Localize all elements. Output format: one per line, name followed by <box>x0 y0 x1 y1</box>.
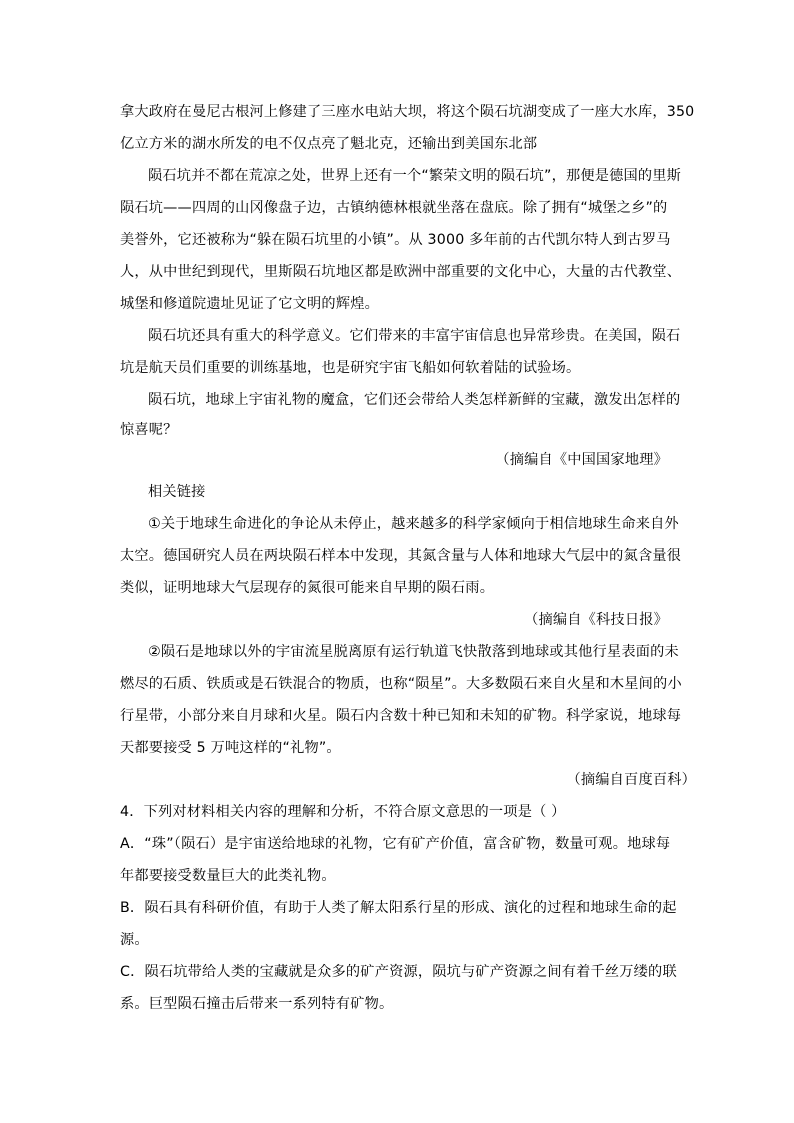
option-c: C．陨石坑带给人类的宝藏就是众多的矿产资源，陨坑与矿产资源之间有着千丝万缕的联 <box>120 964 677 980</box>
text-line: 陨石坑——四周的山冈像盘子边，古镇纳德林根就坐落在盘底。除了拥有“城堡之乡”的 <box>120 200 668 216</box>
text-line: ②陨石是地球以外的宇宙流星脱离原有运行轨道飞快散落到地球或其他行星表面的未 <box>148 644 679 660</box>
text-line: 拿大政府在曼尼古根河上修建了三座水电站大坝，将这个陨石坑湖变成了一座大水库，350 <box>120 104 695 120</box>
text-line: 陨石坑，地球上宇宙礼物的魔盒，它们还会带给人类怎样新鲜的宝藏，激发出怎样的 <box>148 392 681 408</box>
text-line: 燃尽的石质、铁质或是石铁混合的物质，也称“陨星”。大多数陨石来自火星和木星间的小 <box>120 676 682 692</box>
text-line: ①关于地球生命进化的争论从未停止，越来越多的科学家倾向于相信地球生命来自外 <box>148 516 679 532</box>
option-b-continued: 源。 <box>120 932 149 948</box>
text-line: 城堡和修道院遗址见证了它文明的辉煌。 <box>120 296 379 312</box>
text-line: 天都要接受 5 万吨这样的“礼物”。 <box>120 740 341 756</box>
source-citation: （摘编自《科技日报》 <box>524 612 668 628</box>
text-line: 太空。德国研究人员在两块陨石样本中发现，其氮含量与人体和地球大气层中的氮含量很 <box>120 548 682 564</box>
option-a-continued: 年都要接受数量巨大的此类礼物。 <box>120 868 336 884</box>
option-c-continued: 系。巨型陨石撞击后带来一系列特有矿物。 <box>120 996 394 1012</box>
text-line: 陨石坑还具有重大的科学意义。它们带来的丰富宇宙信息也异常珍贵。在美国，陨石 <box>148 328 681 344</box>
option-b: B．陨石具有科研价值，有助于人类了解太阳系行星的形成、演化的过程和地球生命的起 <box>120 900 677 916</box>
section-heading: 相关链接 <box>148 484 206 500</box>
text-line: 坑是航天员们重要的训练基地，也是研究宇宙飞船如何软着陆的试验场。 <box>120 360 581 376</box>
option-a: A．“珠”（陨石）是宇宙送给地球的礼物，它有矿产价值，富含矿物，数量可观。地球每 <box>120 836 671 852</box>
question-stem: 4．下列对材料相关内容的理解和分析，不符合原文意思的一项是（ ） <box>120 804 566 820</box>
source-citation: （摘编自百度百科） <box>566 772 696 788</box>
text-line: 行星带，小部分来自月球和火星。陨石内含数十种已知和未知的矿物。科学家说，地球每 <box>120 708 682 724</box>
text-line: 亿立方米的湖水所发的电不仅点亮了魁北克，还输出到美国东北部 <box>120 136 538 152</box>
text-line: 人，从中世纪到现代，里斯陨石坑地区都是欧洲中部重要的文化中心，大量的古代教堂、 <box>120 264 682 280</box>
text-line: 美誉外，它还被称为“躲在陨石坑里的小镇”。从 3000 多年前的古代凯尔特人到古罗马 <box>120 232 671 248</box>
text-line: 惊喜呢？ <box>120 422 178 438</box>
text-line: 类似，证明地球大气层现存的氮很可能来自早期的陨石雨。 <box>120 580 495 596</box>
text-line: 陨石坑并不都在荒凉之处，世界上还有一个“繁荣文明的陨石坑”，那便是德国的里斯 <box>148 168 682 184</box>
source-citation: （摘编自《中国国家地理》 <box>495 452 668 468</box>
